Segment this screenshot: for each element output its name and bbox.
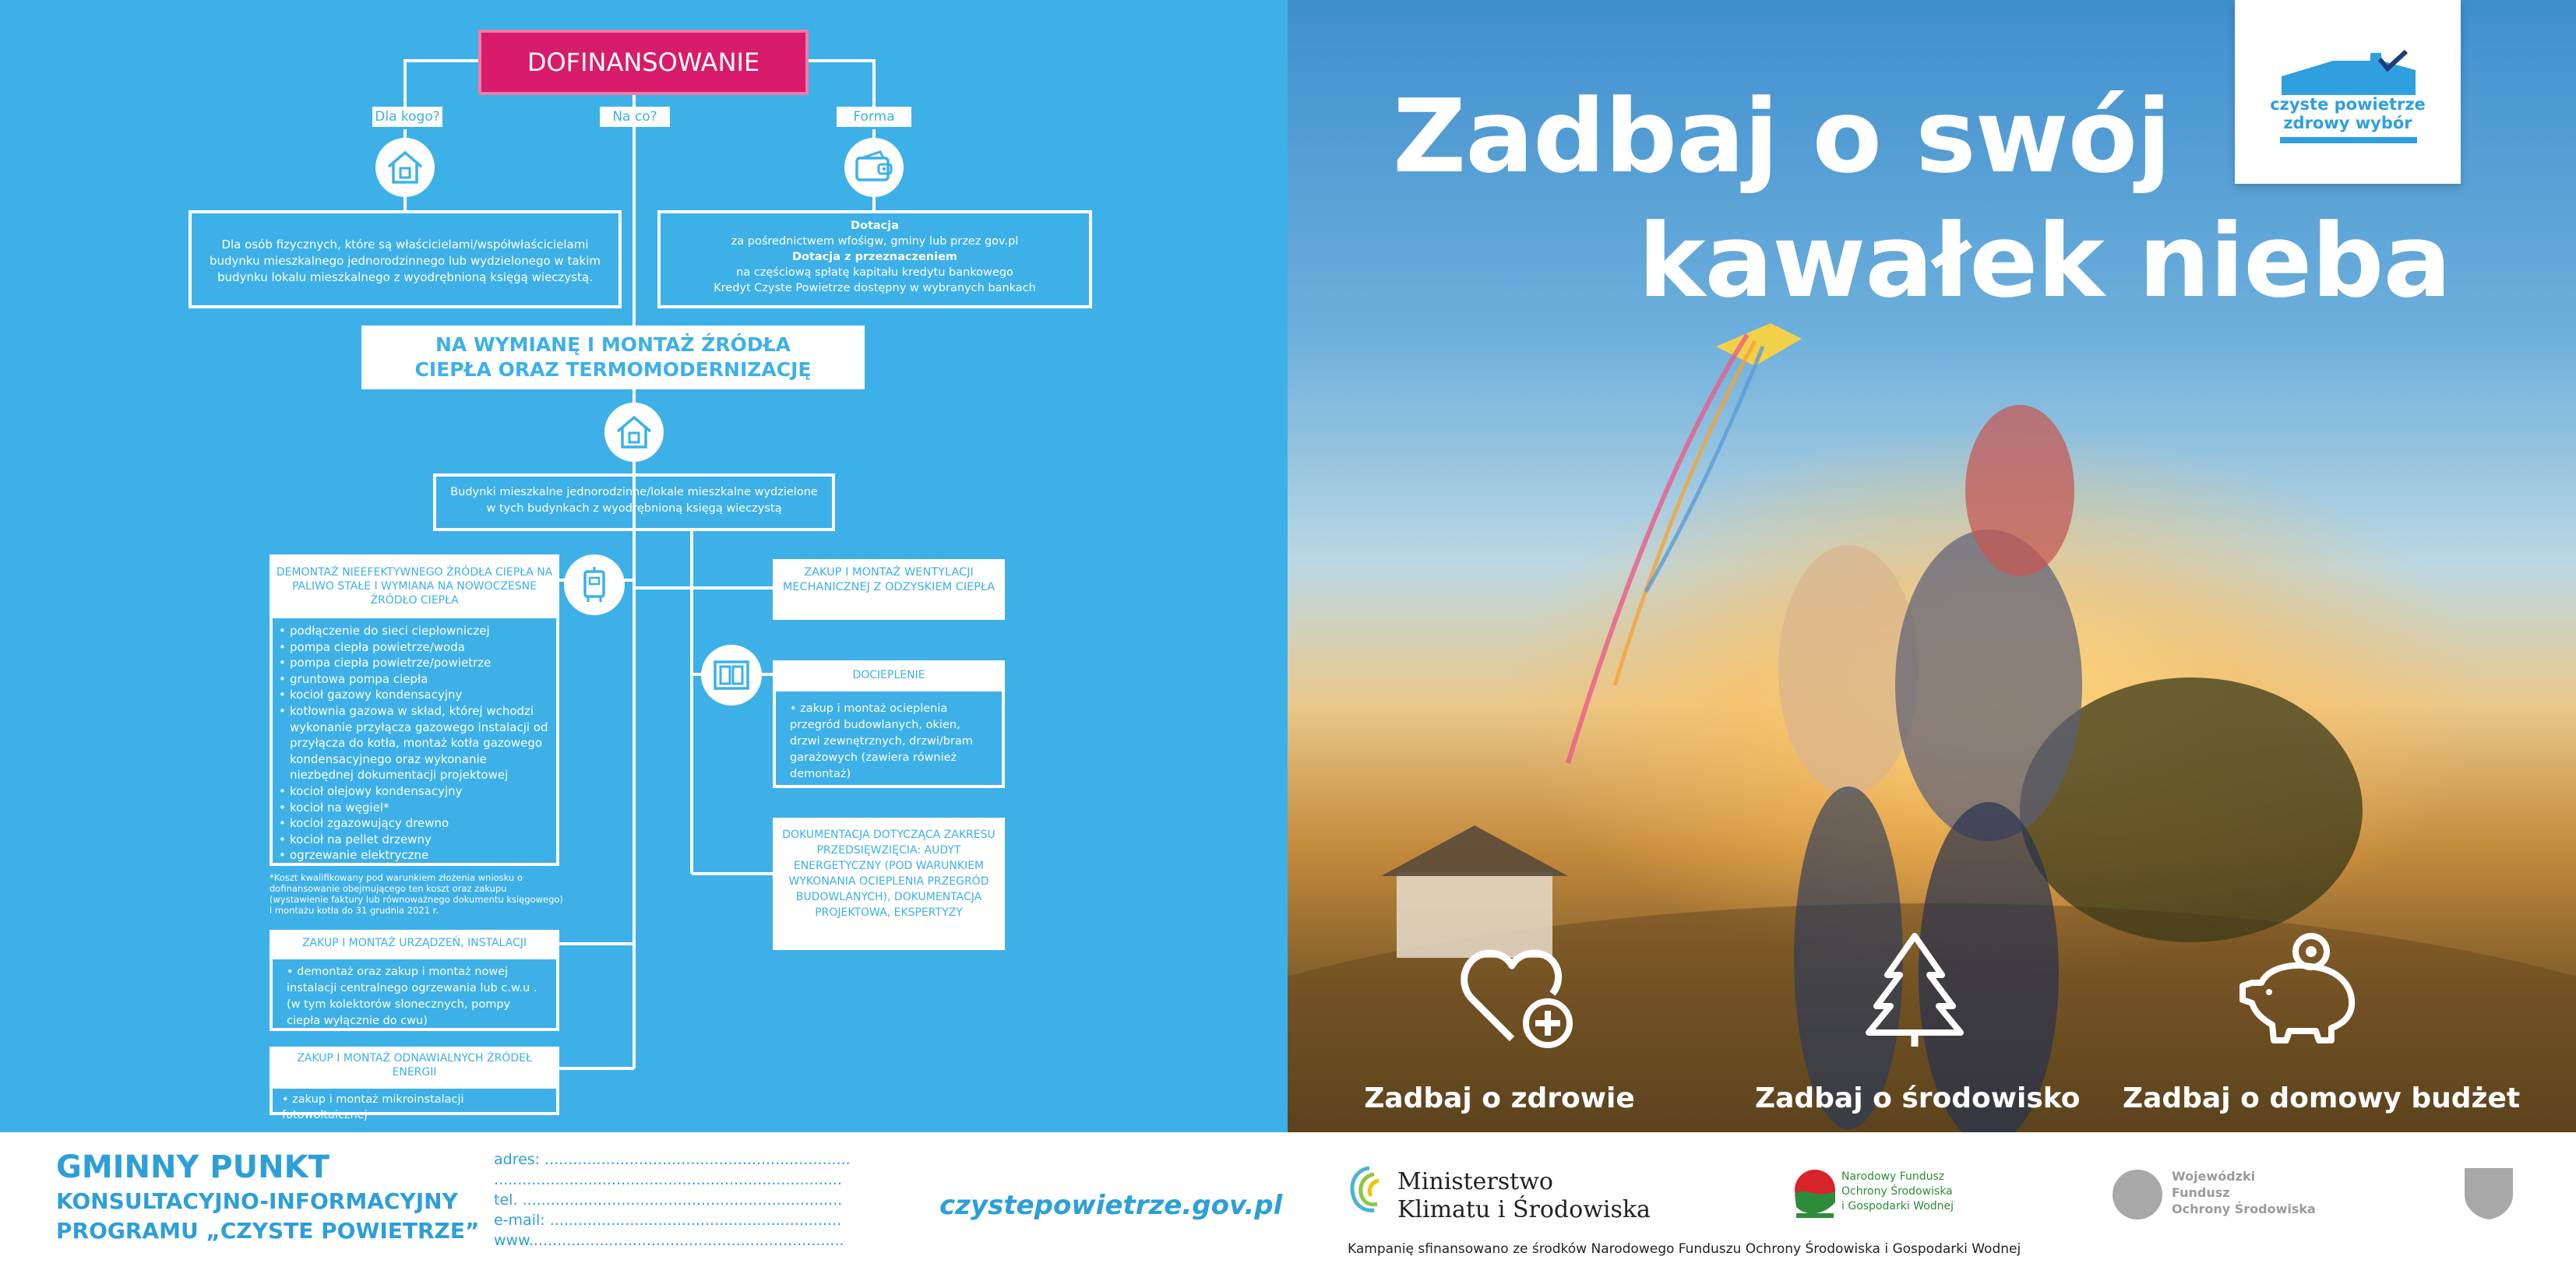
connector-lines xyxy=(0,0,1288,1132)
ventilation-box: ZAKUP I MONTAŻ WENTYLACJI MECHANICZNEJ Z ODZYSKIEM CIEPŁA xyxy=(773,559,1005,620)
footnote: *Koszt kwalifikowany pod warunkiem złożenia wniosku o dofinansowanie obejmującego ten koszt oraz zakupu (wystawienie faktury lub równoważnego dokumentu księgowego) i montażu kotła do 31 grudnia 2021 r. xyxy=(270,872,563,916)
caption-health: Zadbaj o zdrowie xyxy=(1364,1082,1635,1114)
list-item: • kocioł zgazowujący drewno xyxy=(279,815,550,832)
list-item: • ogrzewanie elektryczne xyxy=(279,847,550,864)
house-icon xyxy=(604,403,664,462)
form-credit-desc: Kredyt Czyste Powietrze dostępny w wybranych bankach xyxy=(714,282,1036,294)
campaign-logo xyxy=(2235,0,2461,184)
tree-icon xyxy=(1864,931,1965,1048)
piggy-bank-icon xyxy=(2238,928,2363,1045)
form-purpose-grant-desc: na częściową spłatę kapitału kredytu bankowego xyxy=(736,266,1013,279)
phone-field: tel. .................................................................... xyxy=(494,1191,843,1209)
heart-plus-icon xyxy=(1461,942,1577,1051)
nfosigw-name xyxy=(1841,1170,1954,1214)
nfosigw-line3: i Gospodarki Wodnej xyxy=(1841,1200,1954,1212)
insulation-box: • zakup i montaż ocieplenia przegród budowlanych, okien, drzwi zewnętrznych, drzwi/bram garażowych (zawiera również demontaż) xyxy=(773,688,1005,788)
insulation-header: DOCIEPLENIE xyxy=(773,660,1005,690)
documentation-box: DOKUMENTACJA DOTYCZĄCA ZAKRESU PRZEDSIĘWZIĘCIA: AUDYT ENERGETYCZNY (POD WARUNKIEM WYKONANIA OCIEPLENIA PRZEGRÓD BUDOWLANYCH), DOKUMENTACJA PROJEKTOWA, EKSPERTYZY xyxy=(773,818,1005,950)
address-field-line2: .......................................................................... xyxy=(494,1171,842,1188)
funding-note: Kampanię sfinansowano ze środków Narodowego Funduszu Ochrony Środowiska i Gospodarki Wodnej xyxy=(1348,1241,2021,1257)
footer-program: PROGRAMU „CZYSTE POWIETRZE” xyxy=(56,1218,480,1244)
demolition-header: DEMONTAŻ NIEEFEKTYWNEGO ŹRÓDŁA CIEPŁA NA PALIWO STAŁE I WYMIANA NA NOWOCZESNE ŹRÓDŁO CIEPŁA xyxy=(270,554,559,618)
devices-box: • demontaż oraz zakup i montaż nowej instalacji centralnego ogrzewania lub c.w.u . (w tym kolektorów słonecznych, pompy ciepła wyłącznie do cwu) xyxy=(270,956,559,1031)
roof-check-icon xyxy=(2278,50,2419,95)
wfosigw-line2: Fundusz xyxy=(2172,1185,2230,1200)
list-item: • kocioł na pellet drzewny xyxy=(279,832,550,848)
ministry-line2: Klimatu i Środowiska xyxy=(1397,1196,1651,1223)
form-grant-desc: za pośrednictwem wfośigw, gminy lub przez gov.pl xyxy=(731,235,1019,248)
heat-source-list xyxy=(270,615,559,866)
nfosigw-line2: Ochrony Środowiska xyxy=(1841,1185,1953,1198)
buildings-box: Budynki mieszkalne jednorodzinne/lokale mieszkalne wydzielone w tych budynkach z wyodrębnioną księgą wieczystą xyxy=(433,473,835,531)
logo-text-line2: zdrowy wybór xyxy=(2283,114,2412,132)
wfosigw-name xyxy=(2172,1168,2316,1217)
list-item: • pompa ciepła powietrze/powietrze xyxy=(279,655,550,671)
logo-text-line1: czyste powietrze xyxy=(2270,95,2426,114)
devices-header: ZAKUP I MONTAŻ URZĄDZEŃ, INSTALACJI xyxy=(270,930,559,956)
form-grant-title: Dotacja xyxy=(850,220,900,232)
scheme-panel xyxy=(0,0,1288,1132)
wfosigw-logo-icon xyxy=(2113,1170,2162,1219)
list-item: • kocioł olejowy kondensacyjny xyxy=(279,783,550,800)
address-field: adres: ................................................................. xyxy=(494,1151,851,1168)
footer-subtitle: KONSULTACYJNO-INFORMACYJNY xyxy=(56,1188,458,1214)
question-what: Na co? xyxy=(600,107,670,127)
footer-title: GMINNY PUNKT xyxy=(56,1149,329,1185)
footer-strip xyxy=(0,1132,2576,1288)
list-item: • kocioł gazowy kondensacyjny xyxy=(279,687,550,703)
list-item: • gruntowa pompa ciepła xyxy=(279,671,550,688)
question-who: Dla kogo? xyxy=(372,107,442,127)
list-item: • pompa ciepła powietrze/woda xyxy=(279,639,550,656)
www-field: www................................................................... xyxy=(494,1232,844,1249)
ministry-name xyxy=(1397,1168,1651,1224)
nfosigw-logo-icon xyxy=(1792,1168,1838,1226)
question-form: Forma xyxy=(837,107,911,127)
wfosigw-line3: Ochrony Środowiska xyxy=(2172,1202,2316,1216)
renewable-header: ZAKUP I MONTAŻ ODNAWIALNYCH ŹRÓDEŁ ENERGII xyxy=(270,1047,559,1087)
window-icon xyxy=(701,645,762,706)
nfosigw-line1: Narodowy Fundusz xyxy=(1841,1170,1945,1183)
who-box: Dla osób fizycznych, które są właścicielami/współwłaścicielami budynku mieszkalnego jednorodzinnego lub wydzielonego w takim budynku lokalu mieszkalnego z wyodrębnioną księgą wieczystą. xyxy=(189,210,622,308)
email-field: e-mail: .............................................................. xyxy=(494,1212,842,1229)
purpose-box: NA WYMIANĘ I MONTAŻ ŹRÓDŁA CIEPŁA ORAZ TERMOMODERNIZACJĘ xyxy=(361,326,865,389)
logo-underline xyxy=(2280,137,2417,143)
wfosigw-line1: Wojewódzki xyxy=(2172,1169,2256,1184)
headline-line2: kawałek nieba xyxy=(1638,202,2451,320)
website-link[interactable]: czystepowietrze.gov.pl xyxy=(939,1190,1283,1221)
ministry-emblem-icon xyxy=(1346,1163,1388,1216)
headline-line1: Zadbaj o swój xyxy=(1393,77,2171,195)
list-item: • kocioł na węgiel* xyxy=(279,800,550,816)
list-item: • podłączenie do sieci ciepłowniczej xyxy=(279,623,550,639)
hero-panel xyxy=(1288,0,2576,1132)
form-purpose-grant-title: Dotacja z przeznaczeniem xyxy=(791,251,958,263)
house-icon xyxy=(375,138,435,197)
scheme-title: DOFINANSOWANIE xyxy=(478,30,809,95)
caption-environment: Zadbaj o środowisko xyxy=(1755,1082,2081,1114)
form-box xyxy=(657,210,1092,308)
list-item: • kotłownia gazowa w skład, której wchodzi wykonanie przyłącza gazowego instalacji od przyłącza do kotła, montaż kotła gazowego kondensacyjnego oraz wykonanie niezbędnej dokumentacji projektowej xyxy=(279,703,550,783)
coat-of-arms-icon xyxy=(2463,1167,2514,1224)
ministry-line1: Ministerstwo xyxy=(1397,1168,1553,1195)
contact-fields xyxy=(494,1149,851,1251)
wallet-icon xyxy=(844,138,904,197)
caption-budget: Zadbaj o domowy budżet xyxy=(2123,1082,2521,1114)
renewable-box: • zakup i montaż mikroinstalacji fotowoltaicznej xyxy=(270,1086,559,1115)
boiler-icon xyxy=(564,554,625,615)
